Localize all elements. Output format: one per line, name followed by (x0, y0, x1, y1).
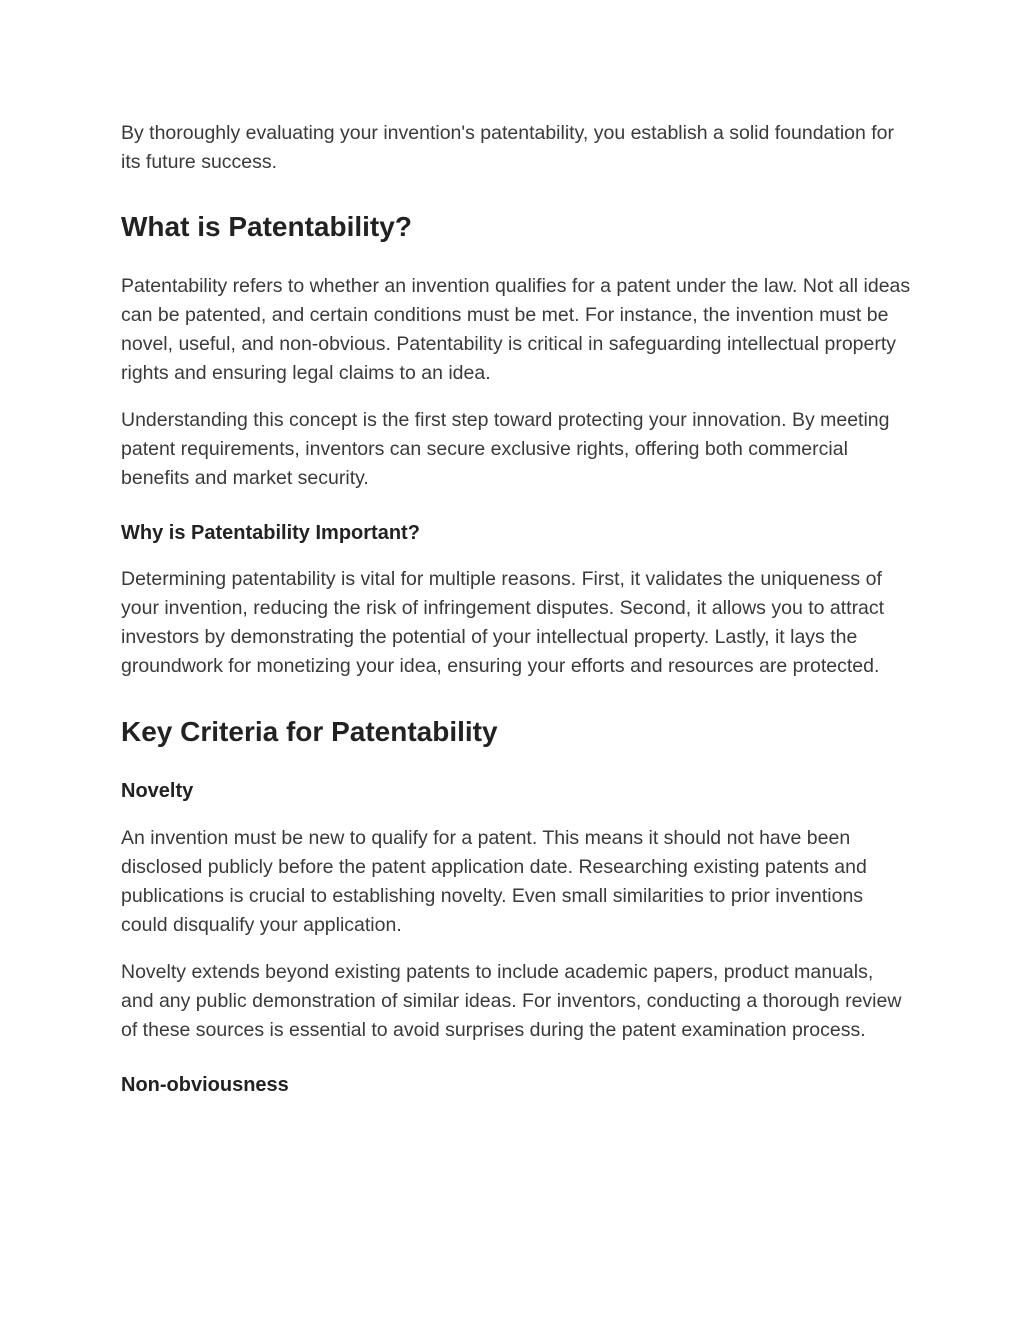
section-heading-what-is-patentability: What is Patentability? (121, 211, 412, 242)
what-paragraph-1: Patentability refers to whether an invention qualifies for a patent under the law. Not all ideas can be patented, and certain conditions must be met. For instance, the invention must be novel, useful, and non-obvious. Patentability is critical in safeguarding intellectual property rights and ensuring legal claims to an idea. (121, 275, 911, 384)
novelty-paragraph-2: Novelty extends beyond existing patents to include academic papers, product manuals, and any public demonstration of similar ideas. For inventors, conducting a thorough review of these sources is essential to avoid surprises during the patent examination process. (121, 961, 902, 1041)
document-body (121, 119, 911, 1099)
subheading-novelty: Novelty (121, 780, 194, 802)
section-heading-key-criteria: Key Criteria for Patentability (121, 716, 498, 747)
subheading-non-obviousness: Non-obviousness (121, 1074, 289, 1096)
what-paragraph-2: Understanding this concept is the first step toward protecting your innovation. By meeting patent requirements, inventors can secure exclusive rights, offering both commercial benefits and market security. (121, 409, 890, 489)
subheading-why-important: Why is Patentability Important? (121, 522, 420, 544)
intro-paragraph: By thoroughly evaluating your invention's patentability, you establish a solid foundation for its future success. (121, 122, 895, 173)
why-paragraph: Determining patentability is vital for multiple reasons. First, it validates the uniqueness of your invention, reducing the risk of infringement disputes. Second, it allows you to attract investors by demonstrating the potential of your intellectual property. Lastly, it lays the groundwork for monetizing your idea, ensuring your efforts and resources are protected. (121, 568, 885, 677)
novelty-paragraph-1: An invention must be new to qualify for a patent. This means it should not have been disclosed publicly before the patent application date. Researching existing patents and publications is crucial to establishing novelty. Even small similarities to prior inventions could disqualify your application. (121, 827, 867, 936)
